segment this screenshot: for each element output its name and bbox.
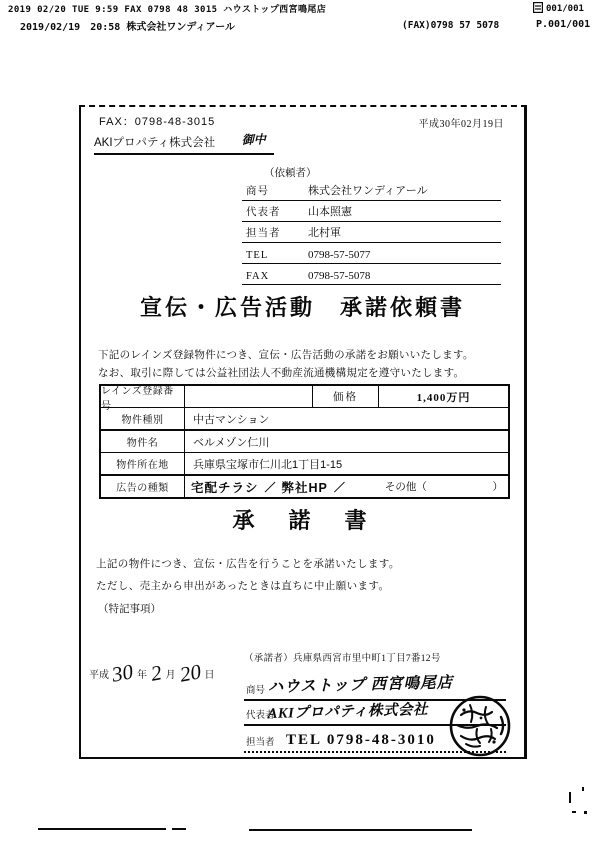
- fax-header-line1: 2019 02/20 TUE 9:59 FAX 0798 48 3015 ハウストップ西宮鳴尾店: [8, 5, 327, 15]
- staff-tel-value: TEL 0798-48-3010: [286, 732, 436, 748]
- ad-option-other-close: ）: [492, 481, 503, 493]
- day-handwritten: 20: [177, 659, 203, 687]
- field-value: 0798-57-5078: [308, 270, 371, 282]
- special-notes-label: （特記事項）: [98, 604, 161, 615]
- scan-noise-mark: [582, 787, 584, 791]
- company-value-handwritten: ハウストップ 西宮鳴尾店: [267, 674, 454, 697]
- field-label: 担当者: [246, 228, 281, 239]
- scan-noise-mark: [584, 811, 587, 814]
- consent-title: 承 諾 書: [232, 508, 373, 533]
- field-value: 山本照憲: [308, 206, 352, 218]
- scan-edge-line: [38, 828, 166, 830]
- representative-value-handwritten: AKIプロパティ株式会社: [267, 701, 429, 723]
- addressee-line: [94, 134, 274, 155]
- ad-option-website: 弊社HP: [281, 480, 328, 495]
- request-body-line1: 下記のレインズ登録物件につき、宣伝・広告活動の承諾をお願いいたします。: [98, 350, 474, 361]
- price-label: 価格: [313, 386, 379, 407]
- field-label: TEL: [246, 250, 269, 261]
- scan-edge-line: [172, 828, 186, 830]
- day-unit: 日: [204, 670, 215, 681]
- ad-option-flyer: 宅配チラシ: [191, 480, 259, 495]
- name-label: 物件名: [101, 431, 185, 452]
- fax-page-icon: [533, 2, 543, 16]
- field-value: 0798-57-5077: [308, 249, 371, 261]
- month-handwritten: 2: [148, 660, 164, 686]
- ad-separator: ／: [264, 481, 276, 494]
- reins-label: レインズ登録番号: [101, 386, 185, 407]
- ad-option-other: その他（: [384, 481, 427, 493]
- consenter-label: （承諾者）: [244, 654, 294, 664]
- fax-header-line2-pages: P.001/001: [536, 19, 591, 30]
- field-label: FAX: [246, 271, 270, 282]
- addressee-name: AKIプロパティ株式会社: [94, 137, 216, 149]
- field-value: 株式会社ワンディアール: [308, 185, 428, 197]
- table-row-ad-type: [101, 474, 508, 497]
- property-table: [99, 384, 510, 499]
- ad-type-options: [185, 476, 508, 497]
- staff-label: 担当者: [246, 738, 275, 748]
- type-label: 物件種別: [101, 408, 185, 429]
- document-frame: [79, 105, 527, 759]
- document-date: 平成30年02月19日: [418, 119, 504, 130]
- consenter-address: 兵庫県西宮市里中町1丁目7番12号: [293, 654, 441, 664]
- table-row-name: [101, 429, 508, 452]
- table-row-type: [101, 407, 508, 429]
- requester-field-representative: [242, 201, 501, 222]
- signature-date: [89, 659, 219, 687]
- name-value: ベルメゾン仁川: [193, 436, 270, 449]
- scan-edge-line: [249, 829, 472, 831]
- year-handwritten: 30: [109, 659, 135, 687]
- requester-field-fax: [242, 264, 501, 285]
- table-row-address: [101, 452, 508, 474]
- address-value: 兵庫県宝塚市仁川北1丁目1-15: [193, 458, 343, 471]
- field-value: 北村軍: [308, 227, 341, 239]
- request-title: 宣伝・広告活動 承諾依頼書: [139, 295, 465, 320]
- year-unit: 年: [137, 670, 147, 681]
- requester-field-tel: [242, 243, 501, 264]
- consent-body-line1: 上記の物件につき、宣伝・広告を行うことを承諾いたします。: [96, 559, 400, 570]
- reins-value: [185, 386, 313, 407]
- type-value: 中古マンション: [193, 413, 270, 426]
- requester-section-label: （依頼者）: [264, 168, 317, 179]
- consent-body-line2: ただし、売主から申出があったときは直ちに中止願います。: [96, 581, 390, 592]
- requester-field-staff: [242, 222, 501, 243]
- company-label: 商号: [246, 686, 266, 696]
- consenter-address-line: [244, 650, 441, 664]
- scan-noise-mark: [569, 792, 571, 803]
- address-label: 物件所在地: [101, 453, 185, 474]
- era-label: 平成: [89, 670, 109, 681]
- page-counter-text: 001/001: [546, 4, 584, 14]
- ad-separator: ／: [333, 481, 345, 494]
- request-body-line2: なお、取引に際しては公益社団法人不動産流通機構規定を遵守いたします。: [98, 368, 465, 379]
- fax-to-number: FAX：0798-48-3015: [99, 116, 216, 128]
- representative-label: 代表者: [246, 711, 275, 721]
- company-seal-icon: [433, 689, 529, 772]
- scan-noise-mark: [572, 811, 576, 813]
- fax-header-page-counter: [533, 2, 584, 16]
- ad-type-label: 広告の種類: [101, 476, 185, 497]
- fax-header-line2-sender: 2019/02/19 20:58 株式会社ワンディアール: [20, 22, 236, 33]
- field-label: 商号: [246, 186, 269, 197]
- requester-field-company: [242, 180, 501, 201]
- honorific-handwritten: 御中: [241, 132, 266, 148]
- month-unit: 月: [165, 670, 176, 681]
- fax-header-line2-fax: (FAX)0798 57 5078: [402, 20, 500, 31]
- field-label: 代表者: [246, 207, 281, 218]
- table-row-reins: [101, 385, 508, 412]
- price-value: 1,400万円: [416, 391, 471, 404]
